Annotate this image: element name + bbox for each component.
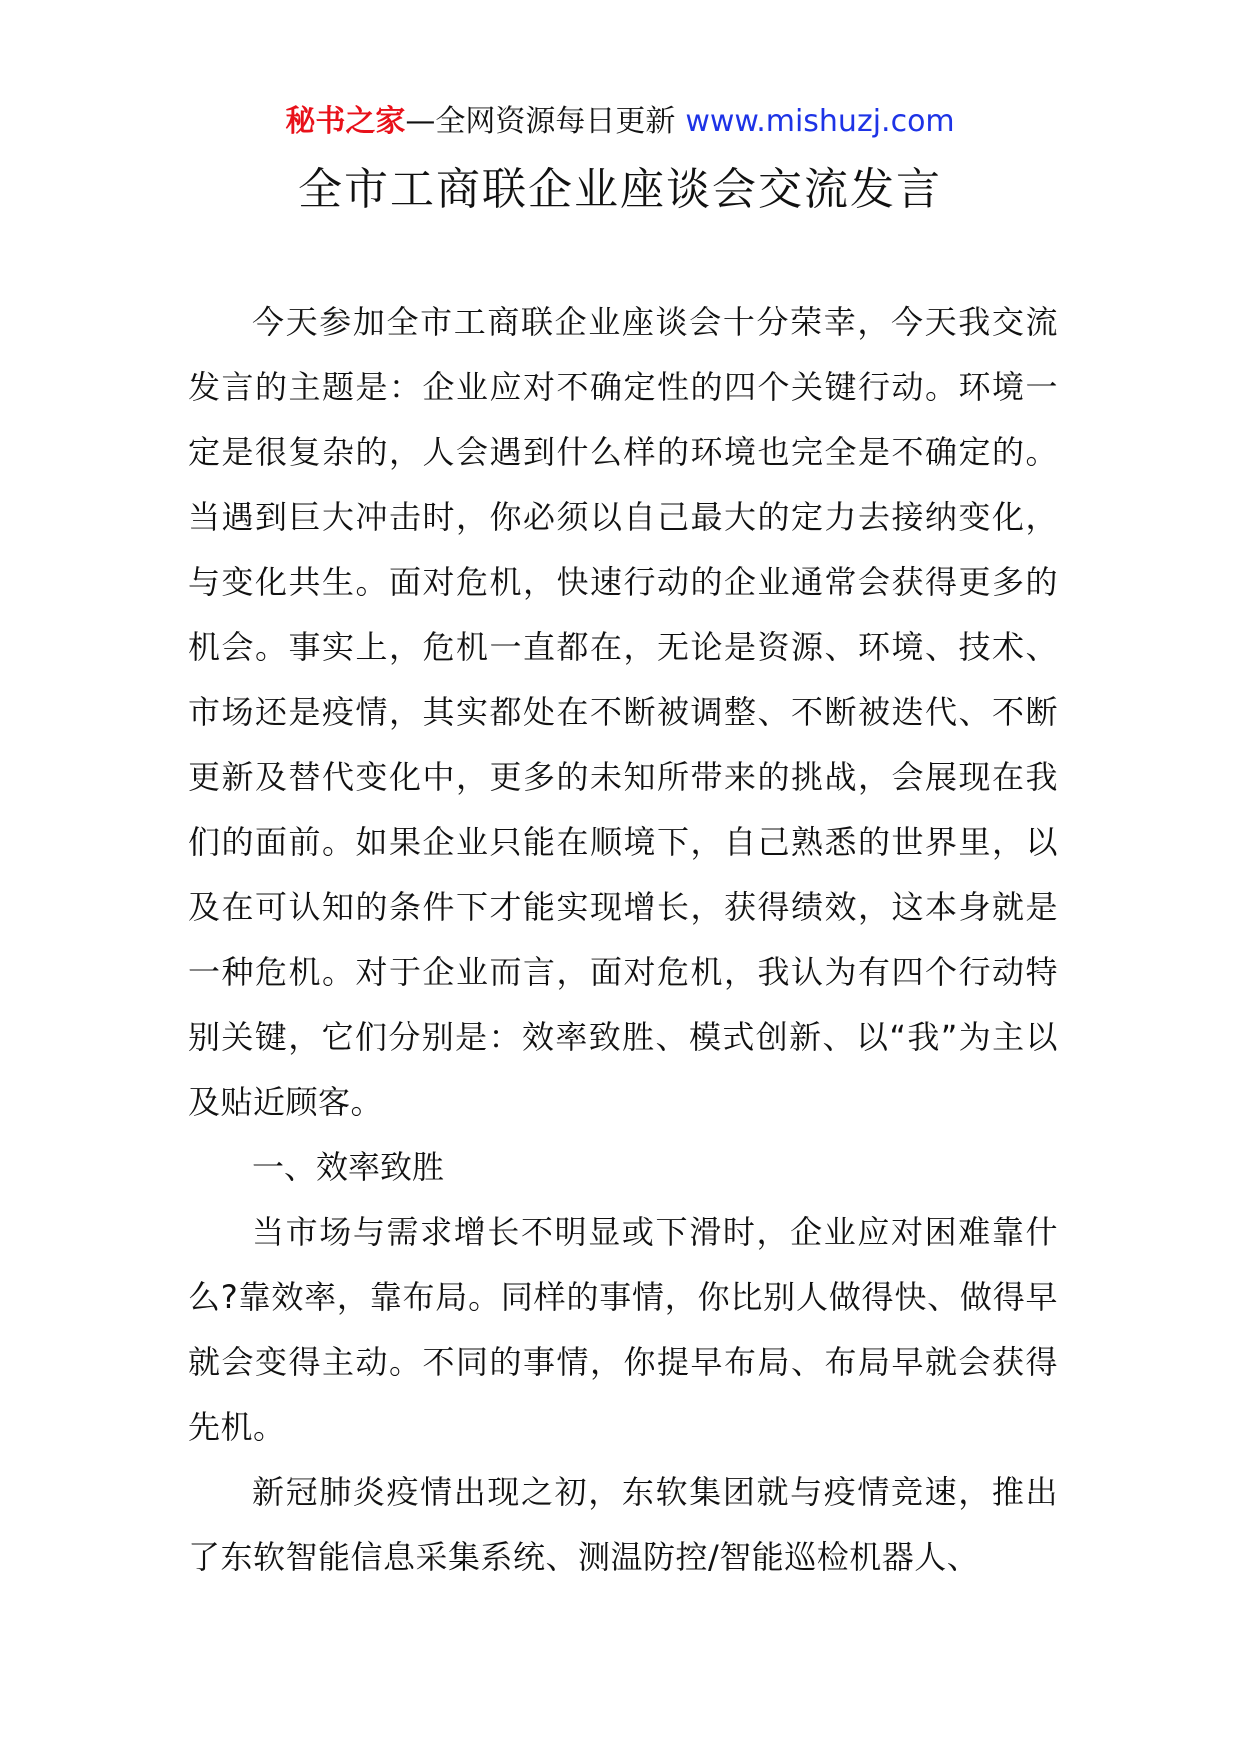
brand-name: 秘书之家 [285,104,406,139]
document-title: 全市工商联企业座谈会交流发言 [298,164,942,215]
section-heading-efficiency: 一、效率致胜 [252,1148,445,1186]
header-slogan: 全网资源每日更新 [435,104,676,139]
paragraph-intro: 今天参加全市工商联企业座谈会十分荣幸，今天我交流发言的主题是：企业应对不确定性的四个关键行动。环境一定是很复杂的，人会遇到什么样的环境也完全是不确定的。当遇到巨大冲击时，你必须以自己最大的定力去接纳变化，与变化共生。面对危机，快速行动的企业通常会获得更多的机会。事实上，危机一直都在，无论是资源、环境、技术、市场还是疫情，其实都处在不断被调整、不断被迭代、不断更新及替代变化中，更多的未知所带来的挑战，会展现在我们的面前。如果企业只能在顺境下，自己熟悉的世界里，以及在可认知的条件下才能实现增长，获得绩效，这本身就是一种危机。对于企业而言，面对危机，我认为有四个行动特别关键，它们分别是：效率致胜、模式创新、以“我”为主以及贴近顾客。 [188,303,1058,1121]
header-dash: — [405,104,436,139]
paragraph-efficiency: 当市场与需求增长不明显或下滑时，企业应对困难靠什么?靠效率，靠布局。同样的事情，你比别人做得快、做得早就会变得主动。不同的事情，你提早布局、布局早就会获得先机。 [188,1213,1058,1446]
site-url-link[interactable]: www.mishuzj.com [685,104,955,139]
paragraph-neusoft: 新冠肺炎疫情出现之初，东软集团就与疫情竞速，推出了东软智能信息采集系统、测温防控/智能巡检机器人、 [188,1473,1058,1576]
document-body [188,290,1058,1590]
site-header [0,100,1240,144]
